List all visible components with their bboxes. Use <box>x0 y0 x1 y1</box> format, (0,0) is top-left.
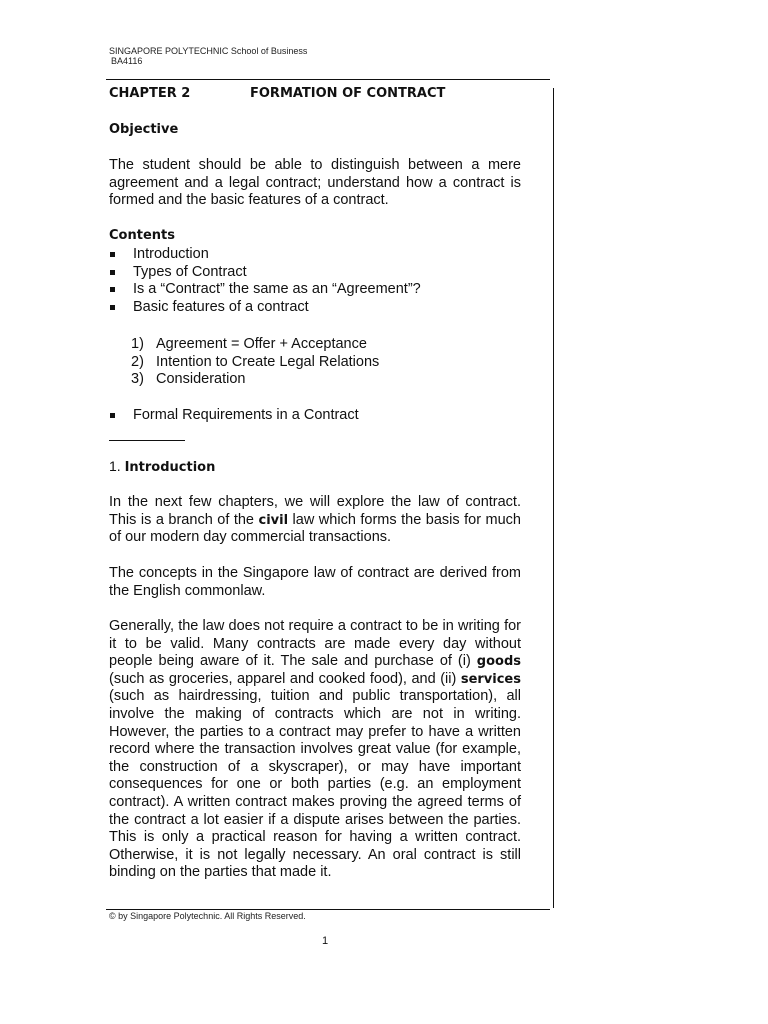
bullet-icon <box>110 287 115 292</box>
intro-paragraph-1: In the next few chapters, we will explore the law of contract. This is a branch of the civil law which forms the basis for much of our modern day commercial transactions. <box>109 494 521 546</box>
contents-list-last <box>109 407 529 425</box>
footer-rule <box>106 909 550 910</box>
page-number: 1 <box>322 935 329 947</box>
bullet-icon <box>110 413 115 418</box>
bullet-icon <box>110 270 115 275</box>
bullet-icon <box>110 305 115 310</box>
list-item: Formal Requirements in a Contract <box>109 407 529 425</box>
list-item: Is a “Contract” the same as an “Agreement”? <box>109 281 529 299</box>
copyright-notice: © by Singapore Polytechnic. All Rights Reserved. <box>109 911 306 921</box>
objective-text: The student should be able to distinguish between a mere agreement and a legal contract; understand how a contract is formed and the basic features of a contract. <box>109 157 521 209</box>
margin-rule <box>553 88 554 908</box>
list-item: 3) Consideration <box>131 371 246 388</box>
list-item: 2) Intention to Create Legal Relations <box>131 353 380 370</box>
contents-heading: Contents <box>109 228 175 243</box>
header-rule <box>106 79 550 80</box>
section-divider <box>109 440 185 441</box>
chapter-label: CHAPTER 2 <box>109 86 191 101</box>
introduction-heading: 1. Introduction <box>109 458 216 475</box>
list-item: Basic features of a contract <box>109 299 529 317</box>
chapter-title: FORMATION OF CONTRACT <box>250 86 446 101</box>
intro-paragraph-2: The concepts in the Singapore law of contract are derived from the English commonlaw. <box>109 565 521 599</box>
header-course-code: BA4116 <box>111 56 143 66</box>
list-item: 1) Agreement = Offer + Acceptance <box>131 336 367 352</box>
contents-list <box>109 246 529 316</box>
list-item: Introduction <box>109 246 529 264</box>
basic-features-list <box>131 336 379 389</box>
intro-paragraph-3: Generally, the law does not require a contract to be in writing for it to be valid. Many contracts are made every day without people being aware of it. The sale and purchase of (i) goods (such as groceries, apparel and cooked food), and (ii) services (such as hairdressing, tuition and public transportation), all involve the making of contracts which are not in writing. However, the parties to a contract may prefer to have a written record where the transaction involves great value (for example, the construction of a skyscraper), or may have important consequences for one or both parties (e.g. an employment contract). A written contract makes proving the agreed terms of the contract a lot easier if a dispute arises between the parties. This is only a practical reason for having a written contract. Otherwise, it is not legally necessary. An oral contract is still binding on the parties that made it. <box>109 618 521 881</box>
bullet-icon <box>110 252 115 257</box>
objective-heading: Objective <box>109 122 179 137</box>
list-item: Types of Contract <box>109 264 529 282</box>
header-institution: SINGAPORE POLYTECHNIC School of Business <box>109 46 308 56</box>
